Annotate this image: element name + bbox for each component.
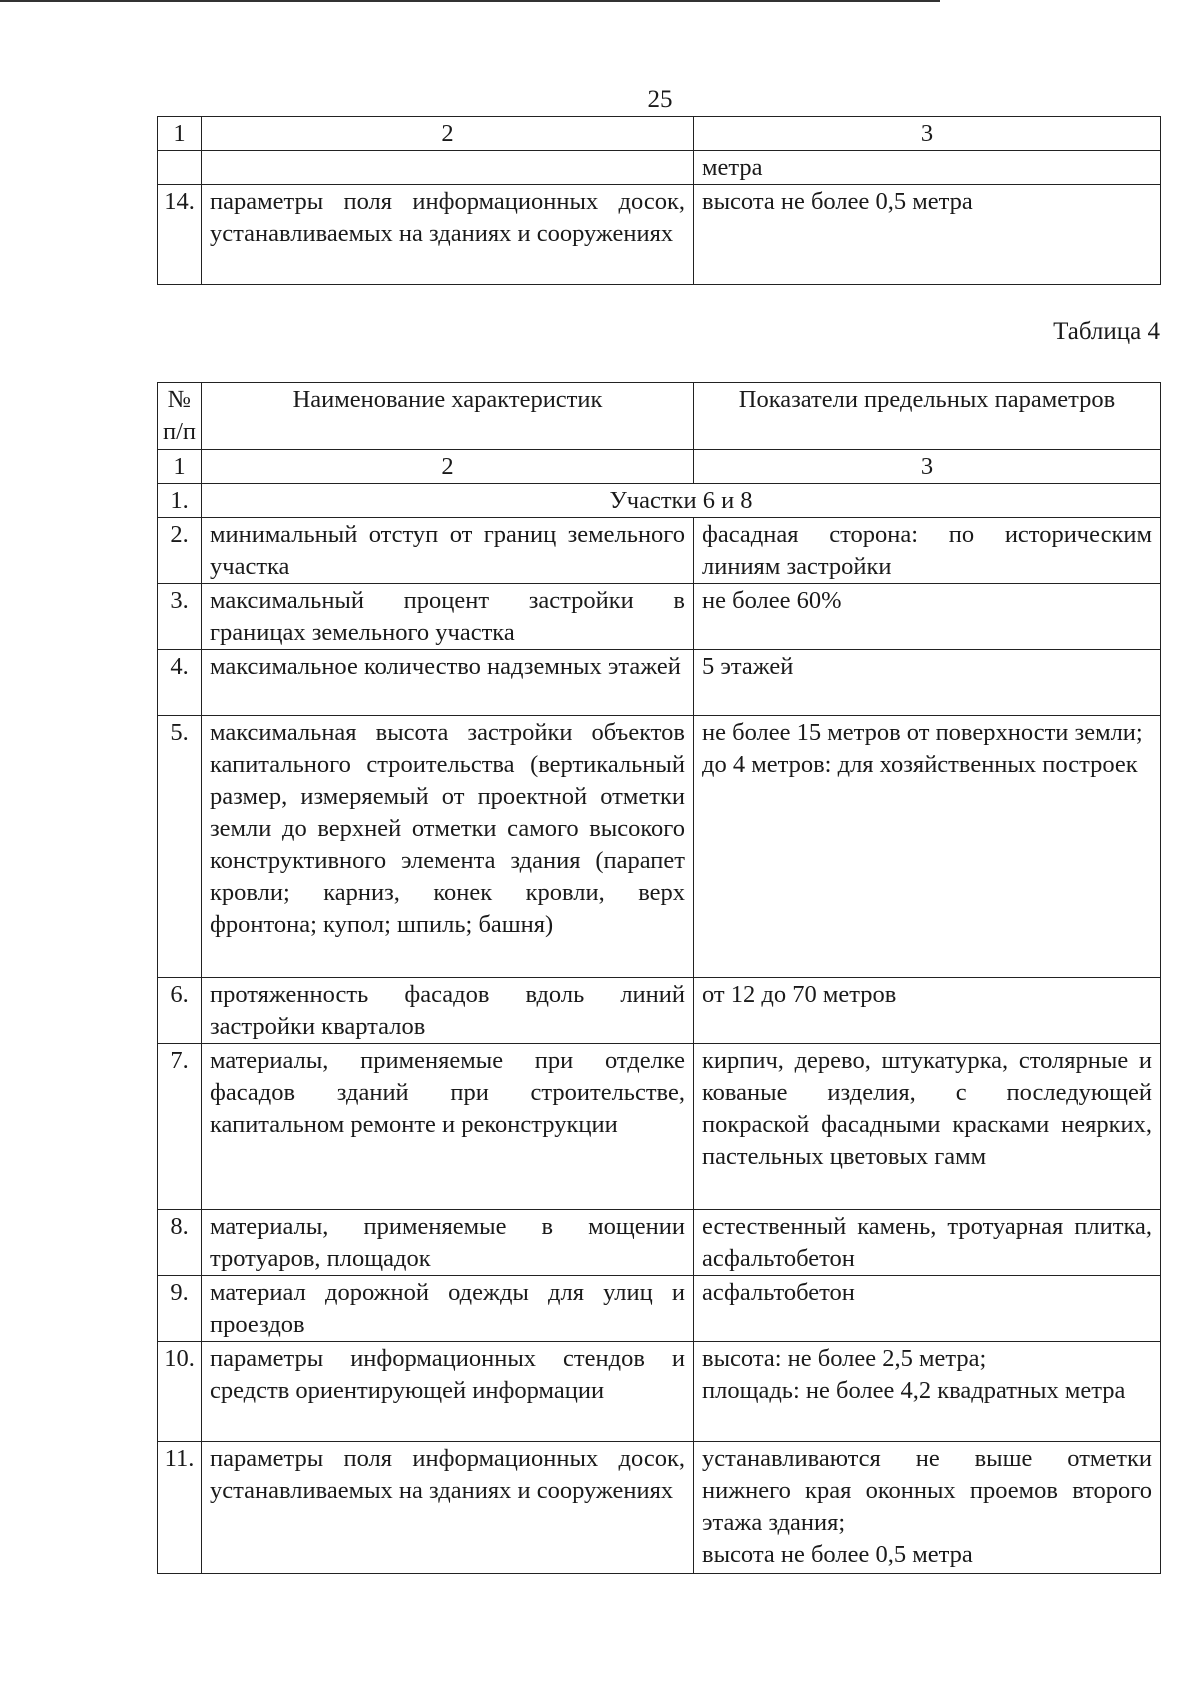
index-cell: 1	[158, 117, 202, 151]
row-number: 7.	[158, 1044, 202, 1210]
table-row	[158, 1342, 1161, 1442]
table-caption: Таблица 4	[1053, 318, 1160, 345]
row-value: 5 этажей	[694, 650, 1161, 716]
row-value: асфальтобетон	[694, 1276, 1161, 1342]
index-cell: 3	[694, 450, 1161, 484]
row-value: метра	[694, 151, 1161, 185]
row-name: материал дорожной одежды для улиц и проездов	[202, 1276, 694, 1342]
row-value: высота не более 0,5 метра	[694, 185, 1161, 285]
table-row	[158, 1442, 1161, 1574]
row-number: 6.	[158, 978, 202, 1044]
table-row	[158, 151, 1161, 185]
row-value: кирпич, дерево, штукатурка, столярные и кованые изделия, с последующей покраской фасадными красками неярких, пастельных цветовых гамм	[694, 1044, 1161, 1210]
row-value-line: площадь: не более 4,2 квадратных метра	[702, 1377, 1126, 1404]
section-row	[158, 484, 1161, 518]
index-row	[158, 117, 1161, 151]
section-title: Участки 6 и 8	[202, 484, 1161, 518]
row-number: 4.	[158, 650, 202, 716]
row-value: естественный камень, тротуарная плитка, асфальтобетон	[694, 1210, 1161, 1276]
row-number: 14.	[158, 185, 202, 285]
table-row	[158, 716, 1161, 978]
row-name: минимальный отступ от границ земельного участка	[202, 518, 694, 584]
row-value	[694, 1442, 1161, 1574]
row-number	[158, 151, 202, 185]
index-row	[158, 450, 1161, 484]
page-number: 25	[647, 86, 673, 113]
row-name: протяженность фасадов вдоль линий застройки кварталов	[202, 978, 694, 1044]
row-value: от 12 до 70 метров	[694, 978, 1161, 1044]
header-name: Наименование характеристик	[202, 383, 694, 450]
index-cell: 2	[202, 450, 694, 484]
top-border-line	[0, 0, 940, 2]
table-row	[158, 185, 1161, 285]
table-row	[158, 978, 1161, 1044]
header-value: Показатели предельных параметров	[694, 383, 1161, 450]
row-value-line: не более 15 метров от поверхности земли;	[702, 719, 1143, 746]
row-number: 8.	[158, 1210, 202, 1276]
row-name: параметры информационных стендов и средств ориентирующей информации	[202, 1342, 694, 1442]
continued-table	[157, 116, 1161, 285]
header-num: № п/п	[158, 383, 202, 450]
row-value	[694, 716, 1161, 978]
row-value-line: до 4 метров: для хозяйственных построек	[702, 751, 1138, 778]
row-name	[202, 151, 694, 185]
table-row	[158, 584, 1161, 650]
table-row	[158, 1044, 1161, 1210]
row-name: материалы, применяемые в мощении тротуаров, площадок	[202, 1210, 694, 1276]
table-row	[158, 1276, 1161, 1342]
index-cell: 2	[202, 117, 694, 151]
row-number: 11.	[158, 1442, 202, 1574]
row-value: не более 60%	[694, 584, 1161, 650]
header-row	[158, 383, 1161, 450]
row-name: параметры поля информационных досок, устанавливаемых на зданиях и сооружениях	[202, 185, 694, 285]
row-value: фасадная сторона: по историческим линиям застройки	[694, 518, 1161, 584]
table-row	[158, 650, 1161, 716]
table-row	[158, 518, 1161, 584]
row-name: параметры поля информационных досок, устанавливаемых на зданиях и сооружениях	[202, 1442, 694, 1574]
row-number: 3.	[158, 584, 202, 650]
row-value-line: высота не более 0,5 метра	[702, 1541, 973, 1568]
row-name: максимальная высота застройки объектов капитального строительства (вертикальный размер, измеряемый от проектной отметки земли до верхней отметки самого высокого конструктивного элемента здания (парапет кровли; карниз, конек кровли, верх фронтона; купол; шпиль; башня)	[202, 716, 694, 978]
row-value	[694, 1342, 1161, 1442]
table-row	[158, 1210, 1161, 1276]
row-value-line: высота: не более 2,5 метра;	[702, 1345, 987, 1372]
row-number: 5.	[158, 716, 202, 978]
row-name: максимальный процент застройки в границах земельного участка	[202, 584, 694, 650]
row-value-line: устанавливаются не выше отметки нижнего края оконных проемов второго этажа здания;	[702, 1445, 1152, 1536]
table-4	[157, 382, 1161, 1574]
row-number: 1.	[158, 484, 202, 518]
row-number: 9.	[158, 1276, 202, 1342]
index-cell: 3	[694, 117, 1161, 151]
row-number: 10.	[158, 1342, 202, 1442]
row-name: материалы, применяемые при отделке фасадов зданий при строительстве, капитальном ремонте и реконструкции	[202, 1044, 694, 1210]
row-number: 2.	[158, 518, 202, 584]
index-cell: 1	[158, 450, 202, 484]
row-name: максимальное количество надземных этажей	[202, 650, 694, 716]
